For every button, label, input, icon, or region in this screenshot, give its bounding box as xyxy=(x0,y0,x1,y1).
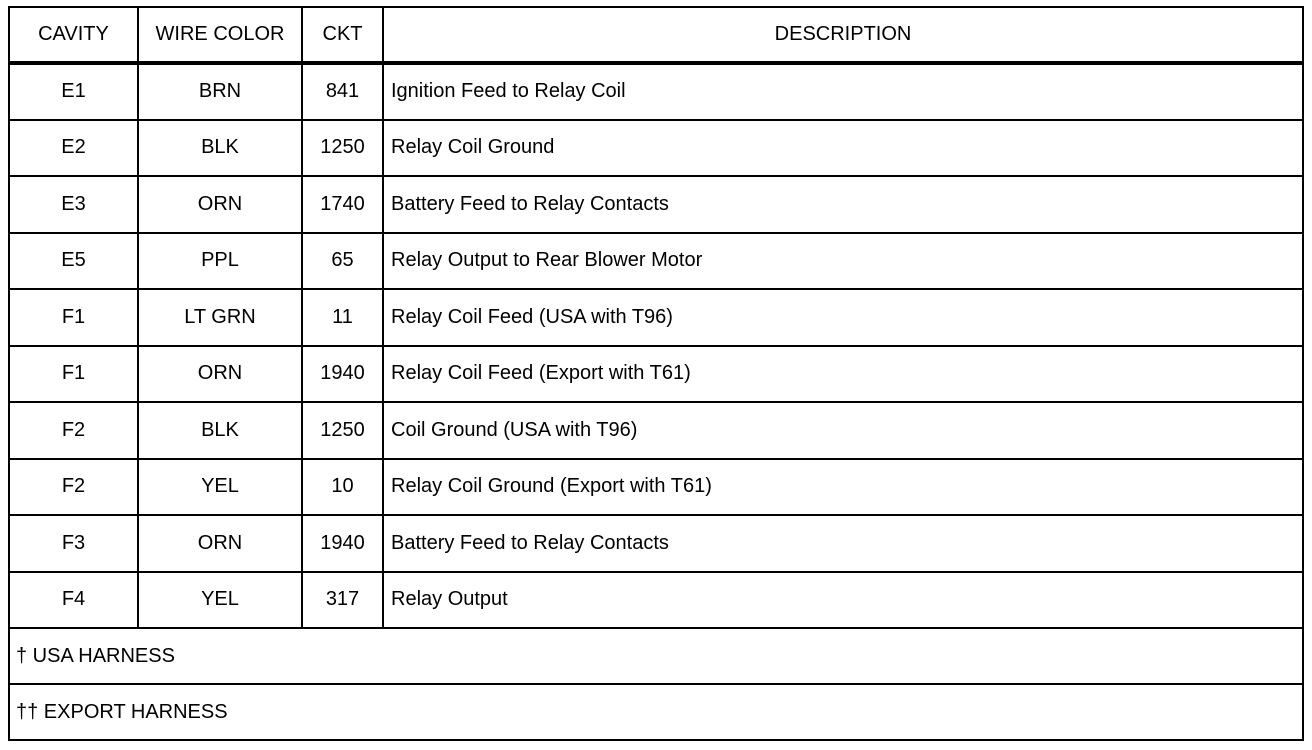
table-row xyxy=(9,346,1303,403)
table-row xyxy=(9,289,1303,346)
ckt-cell: 317 xyxy=(302,572,383,629)
wire-color-cell: YEL xyxy=(138,572,302,629)
header-ckt: CKT xyxy=(302,7,383,63)
footnote-row xyxy=(9,684,1303,740)
description-cell: Relay Coil Feed (USA with T96) xyxy=(383,289,1303,346)
wire-color-cell: ORN xyxy=(138,176,302,233)
description-cell: Relay Output to Rear Blower Motor xyxy=(383,233,1303,290)
wire-color-cell: PPL xyxy=(138,233,302,290)
cavity-cell: F4 xyxy=(9,572,138,629)
cavity-cell: E2 xyxy=(9,120,138,177)
cavity-cell: F3 xyxy=(9,515,138,572)
table-row xyxy=(9,459,1303,516)
table-row xyxy=(9,402,1303,459)
header-cavity: CAVITY xyxy=(9,7,138,63)
description-cell: Coil Ground (USA with T96) xyxy=(383,402,1303,459)
ckt-cell: 65 xyxy=(302,233,383,290)
wire-color-cell: LT GRN xyxy=(138,289,302,346)
cavity-cell: F1 xyxy=(9,289,138,346)
description-cell: Relay Coil Ground (Export with T61) xyxy=(383,459,1303,516)
table-row xyxy=(9,233,1303,290)
connector-pinout-table xyxy=(8,6,1304,741)
cavity-cell: F2 xyxy=(9,459,138,516)
wire-color-cell: YEL xyxy=(138,459,302,516)
cavity-cell: F2 xyxy=(9,402,138,459)
description-cell: Battery Feed to Relay Contacts xyxy=(383,176,1303,233)
description-cell: Battery Feed to Relay Contacts xyxy=(383,515,1303,572)
header-wire-color: WIRE COLOR xyxy=(138,7,302,63)
header-row xyxy=(9,7,1303,63)
header-description: DESCRIPTION xyxy=(383,7,1303,63)
ckt-cell: 1940 xyxy=(302,515,383,572)
ckt-cell: 10 xyxy=(302,459,383,516)
table-row xyxy=(9,120,1303,177)
wire-color-cell: ORN xyxy=(138,346,302,403)
description-cell: Relay Coil Ground xyxy=(383,120,1303,177)
cavity-cell: F1 xyxy=(9,346,138,403)
ckt-cell: 1250 xyxy=(302,120,383,177)
wire-color-cell: BLK xyxy=(138,402,302,459)
ckt-cell: 11 xyxy=(302,289,383,346)
wire-color-cell: BRN xyxy=(138,63,302,120)
description-cell: Relay Coil Feed (Export with T61) xyxy=(383,346,1303,403)
table-row xyxy=(9,515,1303,572)
cavity-cell: E5 xyxy=(9,233,138,290)
footnote-export-harness: †† EXPORT HARNESS xyxy=(9,684,1303,740)
cavity-cell: E1 xyxy=(9,63,138,120)
description-cell: Ignition Feed to Relay Coil xyxy=(383,63,1303,120)
ckt-cell: 1250 xyxy=(302,402,383,459)
footnote-row xyxy=(9,628,1303,684)
table-row xyxy=(9,63,1303,120)
description-cell: Relay Output xyxy=(383,572,1303,629)
ckt-cell: 1740 xyxy=(302,176,383,233)
footnote-usa-harness: † USA HARNESS xyxy=(9,628,1303,684)
table-row xyxy=(9,572,1303,629)
cavity-cell: E3 xyxy=(9,176,138,233)
wire-color-cell: BLK xyxy=(138,120,302,177)
ckt-cell: 1940 xyxy=(302,346,383,403)
ckt-cell: 841 xyxy=(302,63,383,120)
wire-color-cell: ORN xyxy=(138,515,302,572)
table-row xyxy=(9,176,1303,233)
